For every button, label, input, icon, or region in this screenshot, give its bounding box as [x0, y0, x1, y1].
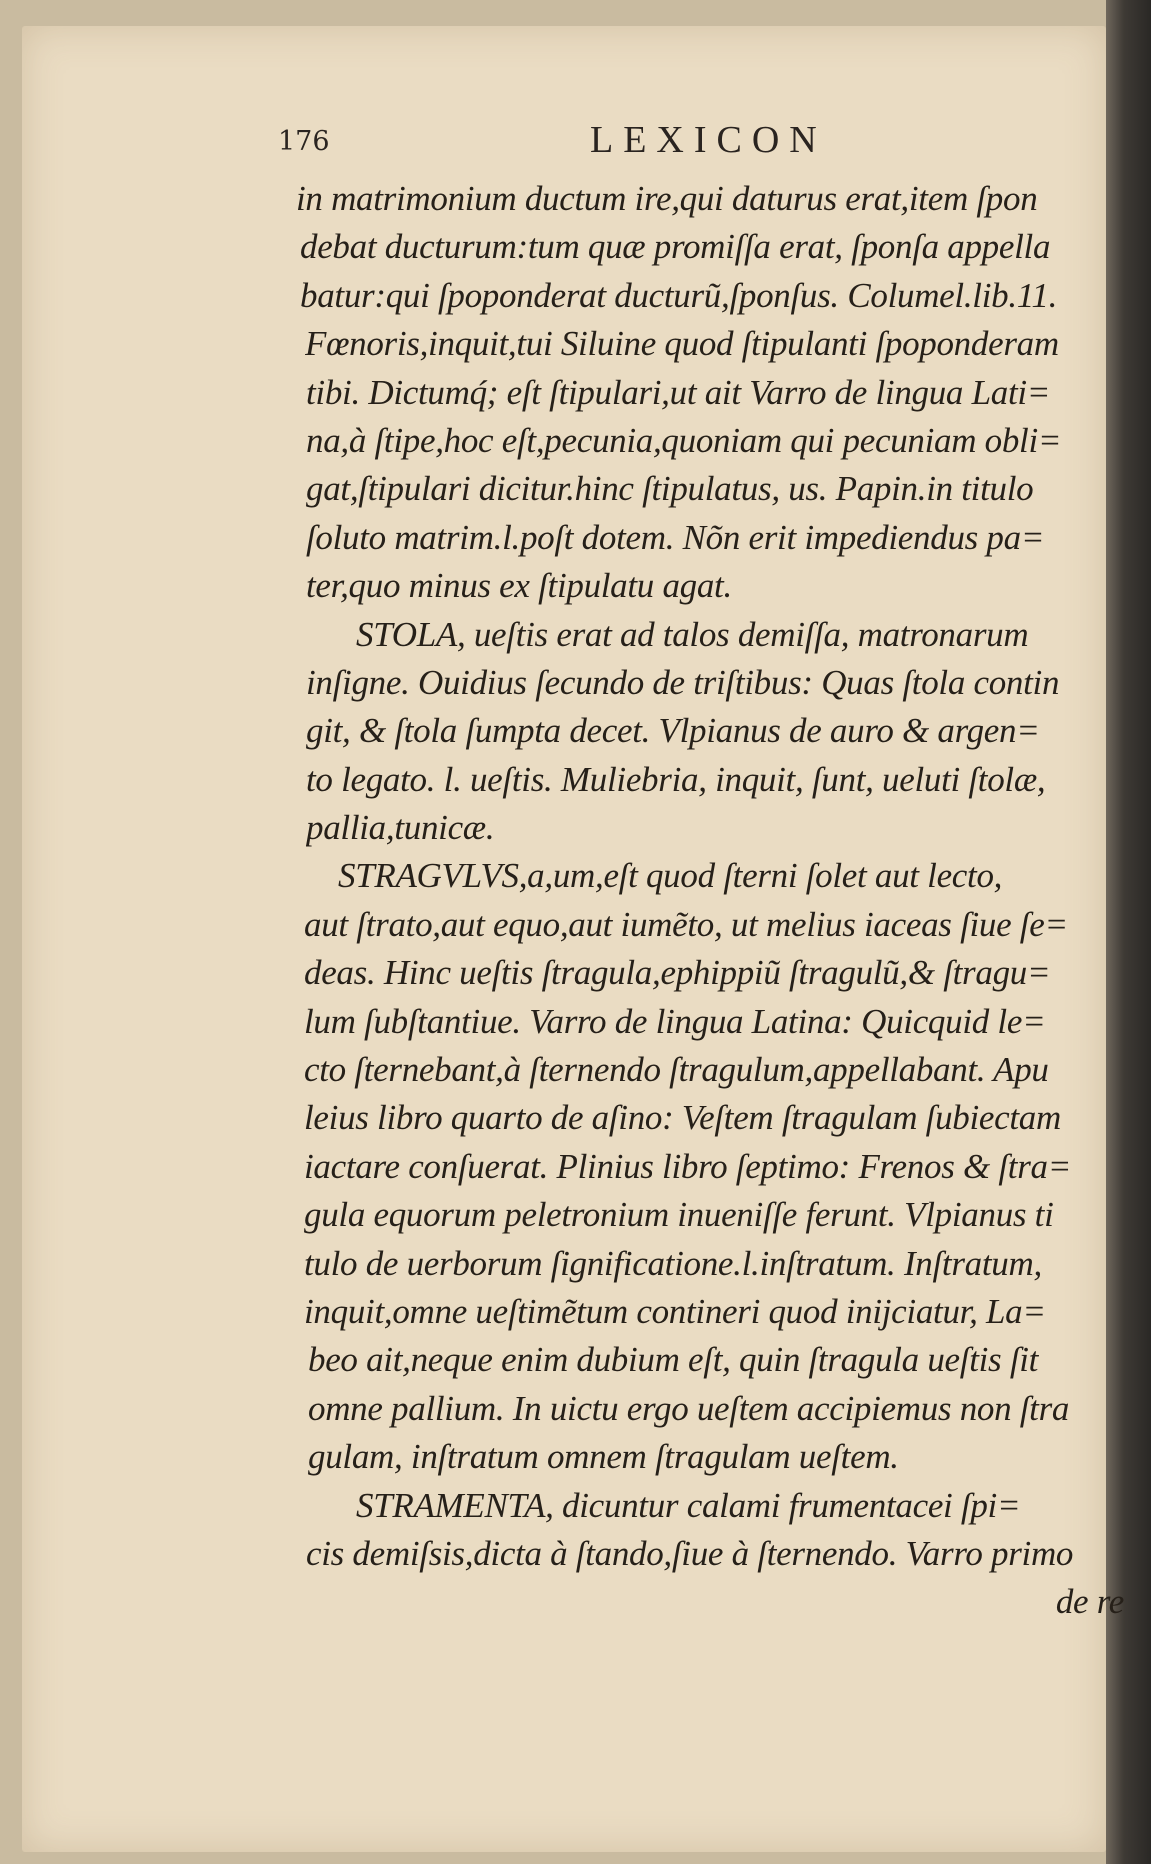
text-line: inquit,omne ueſtimẽtum contineri quod inijciatur, La=	[304, 1291, 1046, 1331]
text-line: leius libro quarto de aſino: Veſtem ſtragulam ſubiectam	[304, 1098, 1061, 1138]
text-line: in matrimonium ductum ire,qui daturus erat,item ſpon	[296, 179, 1038, 218]
text-line: gula equorum peletronium inueniſſe ferunt. Vlpianus ti	[304, 1195, 1054, 1235]
text-line: deas. Hinc ueſtis ſtragula,ephippiũ ſtragulũ,& ſtragu=	[304, 953, 1051, 993]
text-line: gulam, inſtratum omnem ſtragulam ueſtem.	[308, 1437, 899, 1477]
text-line: tibi. Dictumq́; eſt ſtipulari,ut ait Varro de lingua Lati=	[306, 372, 1051, 412]
text-line: batur:qui ſpoponderat ducturũ,ſponſus. Columel.lib.11.	[300, 275, 1058, 315]
entry-stramenta: STRAMENTA, dicuntur calami frumentacei ſpi=	[356, 1485, 1021, 1525]
running-head: LEXICON	[590, 119, 827, 161]
text-line: tulo de uerborum ſignificatione.l.inſtratum. Inſtratum,	[304, 1243, 1042, 1283]
text-line: debat ducturum:tum quæ promiſſa erat, ſponſa appella	[300, 227, 1051, 267]
text-line: omne pallium. In uictu ergo ueſtem accipiemus non ſtra	[308, 1388, 1070, 1428]
text-line: to legato. l. ueſtis. Muliebria, inquit, ſunt, ueluti ſtolæ,	[306, 759, 1046, 799]
text-line: na,à ſtipe,hoc eſt,pecunia,quoniam qui pecuniam obli=	[306, 420, 1062, 460]
text-line: lum ſubſtantiue. Varro de lingua Latina: Quicquid le=	[304, 1001, 1046, 1041]
text-line: inſigne. Ouidius ſecundo de triſtibus: Quas ſtola contin	[306, 662, 1060, 702]
text-line: cto ſternebant,à ſternendo ſtragulum,appellabant. Apu	[304, 1050, 1049, 1090]
catchword: de re	[1055, 1582, 1124, 1622]
text-line: iactare conſuerat. Plinius libro ſeptimo: Frenos & ſtra=	[304, 1146, 1072, 1186]
page-number: 176	[278, 126, 330, 157]
page-header	[278, 118, 918, 168]
body-text	[298, 175, 1130, 1627]
text-line: ter,quo minus ex ſtipulatu agat.	[306, 566, 732, 606]
entry-stragulus: STRAGVLVS,a,um,eſt quod ſterni ſolet aut lecto,	[338, 856, 1003, 896]
text-line: git, & ſtola ſumpta decet. Vlpianus de auro & argen=	[306, 711, 1040, 751]
entry-stola: STOLA, ueſtis erat ad talos demiſſa, matronarum	[356, 614, 1029, 654]
text-line: beo ait,neque enim dubium eſt, quin ſtragula ueſtis ſit	[308, 1340, 1039, 1380]
text-line: cis demiſsis,dicta à ſtando,ſiue à ſternendo. Varro primo	[306, 1533, 1074, 1573]
text-line: aut ſtrato,aut equo,aut iumẽto, ut melius iaceas ſiue ſe=	[304, 904, 1068, 944]
text-line: Fœnoris,inquit,tui Siluine quod ſtipulanti ſpoponderam	[305, 324, 1059, 364]
text-line: ſoluto matrim.l.poſt dotem. Nõn erit impediendus pa=	[306, 517, 1045, 557]
text-line: pallia,tunicæ.	[306, 808, 495, 848]
text-line: gat,ſtipulari dicitur.hinc ſtipulatus, us. Papin.in titulo	[306, 469, 1034, 509]
